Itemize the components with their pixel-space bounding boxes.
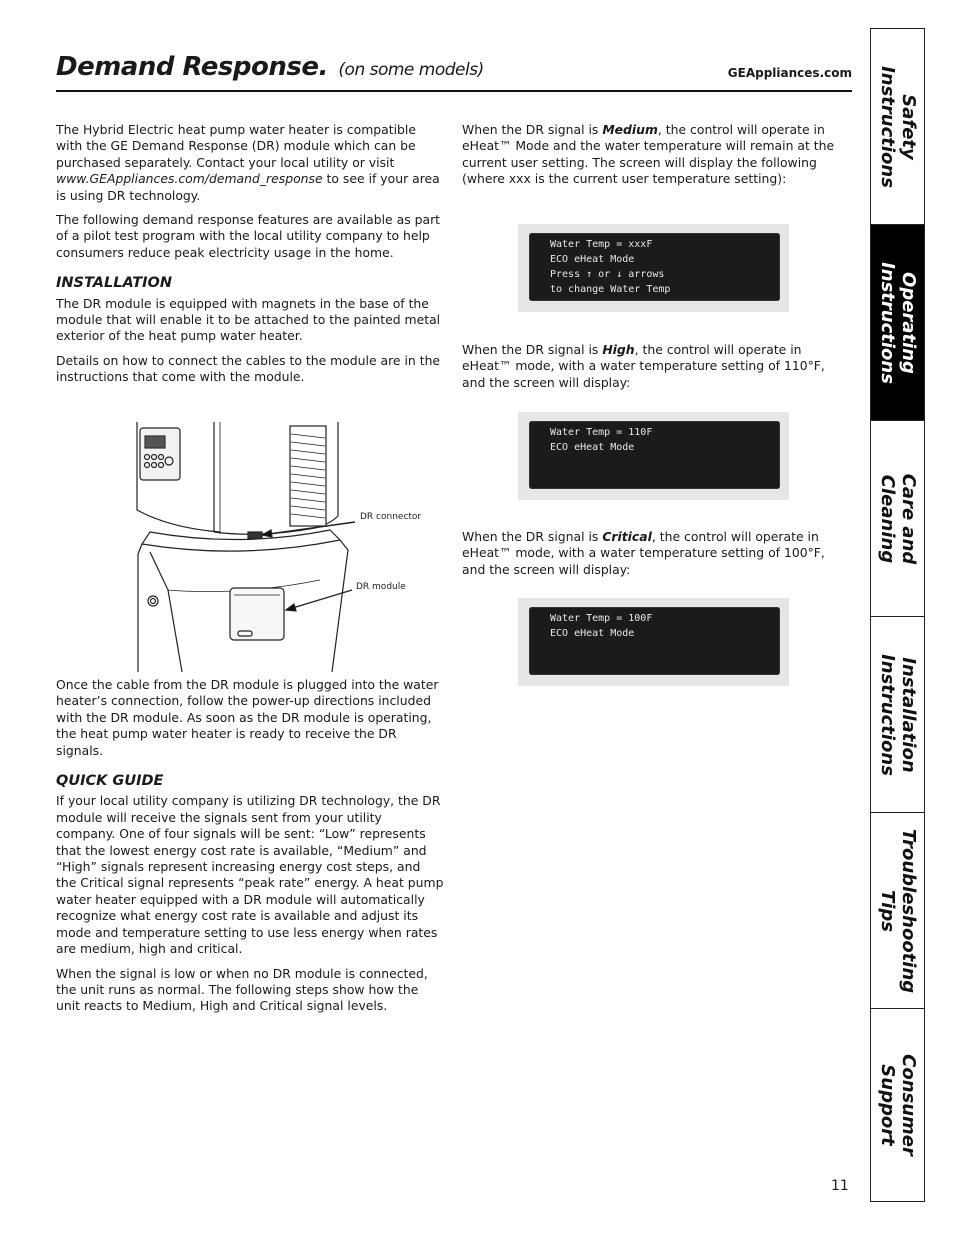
installation-paragraph-1: The DR module is equipped with magnets in the base of the module that will enable it to be attached to the painted metal exterior of the heat pump water heater. bbox=[56, 295, 441, 344]
quick-guide-heading: QUICK GUIDE bbox=[56, 773, 164, 790]
after-figure-paragraph: Once the cable from the DR module is plugged into the water heater’s connection, follow the power-up directions included with the DR module. As soon as the DR module is operating, the heat pump water heater is ready to receive the DR signals. bbox=[56, 677, 439, 758]
critical-level: Critical bbox=[602, 529, 652, 544]
water-heater-illustration bbox=[130, 420, 430, 674]
tab-label: Care and Cleaning bbox=[876, 473, 919, 564]
tab-label: Installation Instructions bbox=[876, 653, 919, 776]
tab-label: Operating Instructions bbox=[876, 261, 919, 384]
dr-module-label: DR module bbox=[356, 582, 406, 592]
critical-display-frame bbox=[518, 598, 789, 686]
demand-response-url[interactable]: www.GEAppliances.com/demand_response bbox=[56, 171, 323, 187]
medium-display-frame bbox=[518, 224, 789, 312]
high-screen-line-2: ECO eHeat Mode bbox=[550, 442, 635, 453]
high-display-frame bbox=[518, 412, 789, 500]
high-signal-text: When the DR signal is High, the control will operate in eHeat™ mode, with a water temperature setting of 110°F, and the screen will display: bbox=[462, 342, 825, 390]
critical-screen-line-2: ECO eHeat Mode bbox=[550, 628, 635, 639]
medium-screen-line-3: Press ↑ or ↓ arrows bbox=[550, 269, 665, 280]
tab-label: Troubleshooting Tips bbox=[876, 828, 919, 993]
high-screen-line-1: Water Temp = 110F bbox=[550, 427, 653, 438]
installation-heading: INSTALLATION bbox=[56, 275, 173, 292]
tab-label: Consumer Support bbox=[876, 1054, 919, 1156]
dr-connector-label: DR connector bbox=[360, 512, 422, 522]
left-column-top bbox=[56, 122, 444, 394]
medium-level: Medium bbox=[602, 122, 658, 137]
tab-safety-instructions[interactable] bbox=[871, 29, 924, 225]
quick-guide-paragraph-1: If your local utility company is utilizing DR technology, the DR module will receive the signals sent from your utility company. One of four signals will be sent: “Low” represents that the lowest energy cost rate is available, “Medium” and “High” signals represent increasing energy cost steps, and the Critical signal represents “peak rate” energy. A heat pump water heater equipped with a DR module will automatically recognize what energy cost rate is available and adjust its mode and temperature setting to use less energy when rates are medium, high and critical. bbox=[56, 793, 444, 957]
high-lcd-screen bbox=[529, 421, 780, 489]
section-tabs bbox=[870, 28, 925, 1202]
website-link[interactable]: GEAppliances.com bbox=[727, 66, 852, 80]
high-level: High bbox=[602, 342, 635, 357]
tab-care-and-cleaning[interactable] bbox=[871, 421, 924, 617]
left-column-bottom bbox=[56, 677, 444, 1023]
tab-label: Safety Instructions bbox=[876, 65, 919, 188]
page-title bbox=[56, 52, 484, 82]
page-number: 11 bbox=[831, 1178, 849, 1194]
tab-operating-instructions[interactable] bbox=[871, 225, 924, 421]
installation-paragraph-2: Details on how to connect the cables to the module are in the instructions that come with the module. bbox=[56, 352, 441, 385]
tab-consumer-support[interactable] bbox=[871, 1009, 924, 1201]
tab-installation-instructions[interactable] bbox=[871, 617, 924, 813]
medium-screen-line-1: Water Temp = xxxF bbox=[550, 239, 653, 250]
medium-screen-line-2: ECO eHeat Mode bbox=[550, 254, 635, 265]
tab-troubleshooting-tips[interactable] bbox=[871, 813, 924, 1009]
critical-lcd-screen bbox=[529, 607, 780, 675]
title-main: Demand Response. bbox=[56, 52, 328, 82]
title-subtitle: (on some models) bbox=[338, 60, 484, 80]
critical-screen-line-1: Water Temp = 100F bbox=[550, 613, 653, 624]
medium-signal-text: When the DR signal is Medium, the control will operate in eHeat™ Mode and the water temperature will remain at the current user setting. The screen will display the following (where xxx is the current user temperature setting): bbox=[462, 122, 835, 187]
critical-signal-text: When the DR signal is Critical, the control will operate in eHeat™ mode, with a water temperature setting of 100°F, and the screen will display: bbox=[462, 529, 825, 577]
medium-screen-line-4: to change Water Temp bbox=[550, 284, 671, 295]
intro-paragraph-2: The following demand response features are available as part of a pilot test program with the local utility company to help consumers reduce peak electricity usage in the home. bbox=[56, 212, 441, 260]
header-rule bbox=[56, 90, 852, 92]
medium-lcd-screen bbox=[529, 233, 780, 301]
quick-guide-paragraph-2: When the signal is low or when no DR module is connected, the unit runs as normal. The following steps show how the unit reacts to Medium, High and Critical signal levels. bbox=[56, 965, 428, 1014]
intro-paragraph-1: The Hybrid Electric heat pump water heater is compatible with the GE Demand Response (DR) module which can be purchased separately. Contact your local utility or visit www.GEAppliances.com/demand_response to see if your area is using DR technology. bbox=[56, 122, 440, 203]
